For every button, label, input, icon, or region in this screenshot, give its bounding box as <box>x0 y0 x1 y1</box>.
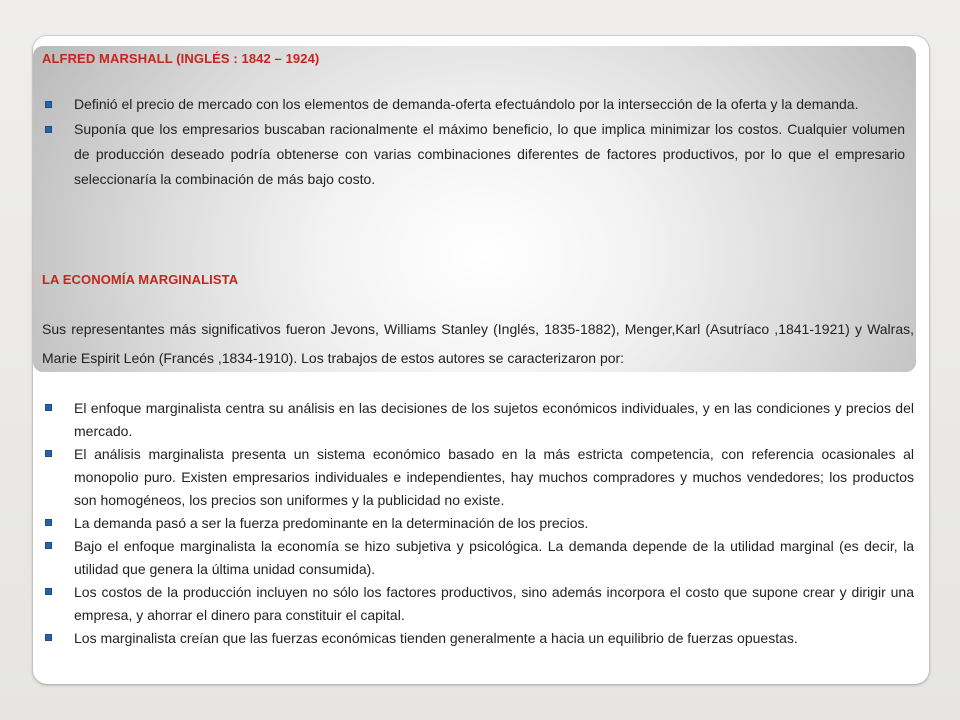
slide <box>33 36 929 684</box>
list-item <box>38 397 914 443</box>
list-item-text: Suponía que los empresarios buscaban racionalmente el máximo beneficio, lo que implica minimizar los costos. Cualquier volumen de producción deseado podría obtenerse con varias combinaciones diferentes de factores productivos, por lo que el empresario seleccionaría la combinación de más bajo costo. <box>74 121 905 187</box>
list-item-text: Los costos de la producción incluyen no sólo los factores productivos, sino además incorpora el costo que supone crear y dirigir una empresa, y ahorrar el dinero para constituir el capital. <box>74 584 914 623</box>
square-bullet-icon <box>45 450 52 457</box>
list-item <box>38 627 914 650</box>
marshall-bullet-list <box>38 92 905 192</box>
list-item <box>38 512 914 535</box>
square-bullet-icon <box>45 542 52 549</box>
marginalista-bullet-list <box>38 397 914 650</box>
list-item-text: Los marginalista creían que las fuerzas económicas tienden generalmente a hacia un equilibrio de fuerzas opuestas. <box>74 630 798 646</box>
list-item-text: Bajo el enfoque marginalista la economía se hizo subjetiva y psicológica. La demanda depende de la utilidad marginal (es decir, la utilidad que genera la última unidad consumida). <box>74 538 914 577</box>
list-item-text: El enfoque marginalista centra su análisis en las decisiones de los sujetos económicos individuales, y en las condiciones y precios del mercado. <box>74 400 914 439</box>
list-item <box>38 581 914 627</box>
square-bullet-icon <box>45 588 52 595</box>
section-heading-marshall: ALFRED MARSHALL (INGLÉS : 1842 – 1924) <box>42 51 320 66</box>
square-bullet-icon <box>45 404 52 411</box>
intro-paragraph: Sus representantes más significativos fueron Jevons, Williams Stanley (Inglés, 1835-1882), Menger,Karl (Asutríaco ,1841-1921) y Walras, Marie Espirit León (Francés ,1834-1910). Los trabajos de estos autores se caracterizaron por: <box>42 321 914 366</box>
square-bullet-icon <box>45 101 52 108</box>
list-item-text: La demanda pasó a ser la fuerza predominante en la determinación de los precios. <box>74 515 589 531</box>
list-item <box>38 92 905 117</box>
list-item-text: Definió el precio de mercado con los elementos de demanda-oferta efectuándolo por la intersección de la oferta y la demanda. <box>74 96 859 112</box>
square-bullet-icon <box>45 519 52 526</box>
section-heading-marginalista: LA ECONOMÍA MARGINALISTA <box>42 272 239 287</box>
square-bullet-icon <box>45 634 52 641</box>
list-item <box>38 443 914 512</box>
list-item-text: El análisis marginalista presenta un sistema económico basado en la más estricta competencia, con referencia ocasionales al monopolio puro. Existen empresarios individuales e independientes, hay muchos compradores y muchos vendedores; los productos son homogéneos, los precios son uniformes y la publicidad no existe. <box>74 446 914 508</box>
slide-content <box>33 36 929 684</box>
list-item <box>38 117 905 192</box>
list-item <box>38 535 914 581</box>
square-bullet-icon <box>45 126 52 133</box>
